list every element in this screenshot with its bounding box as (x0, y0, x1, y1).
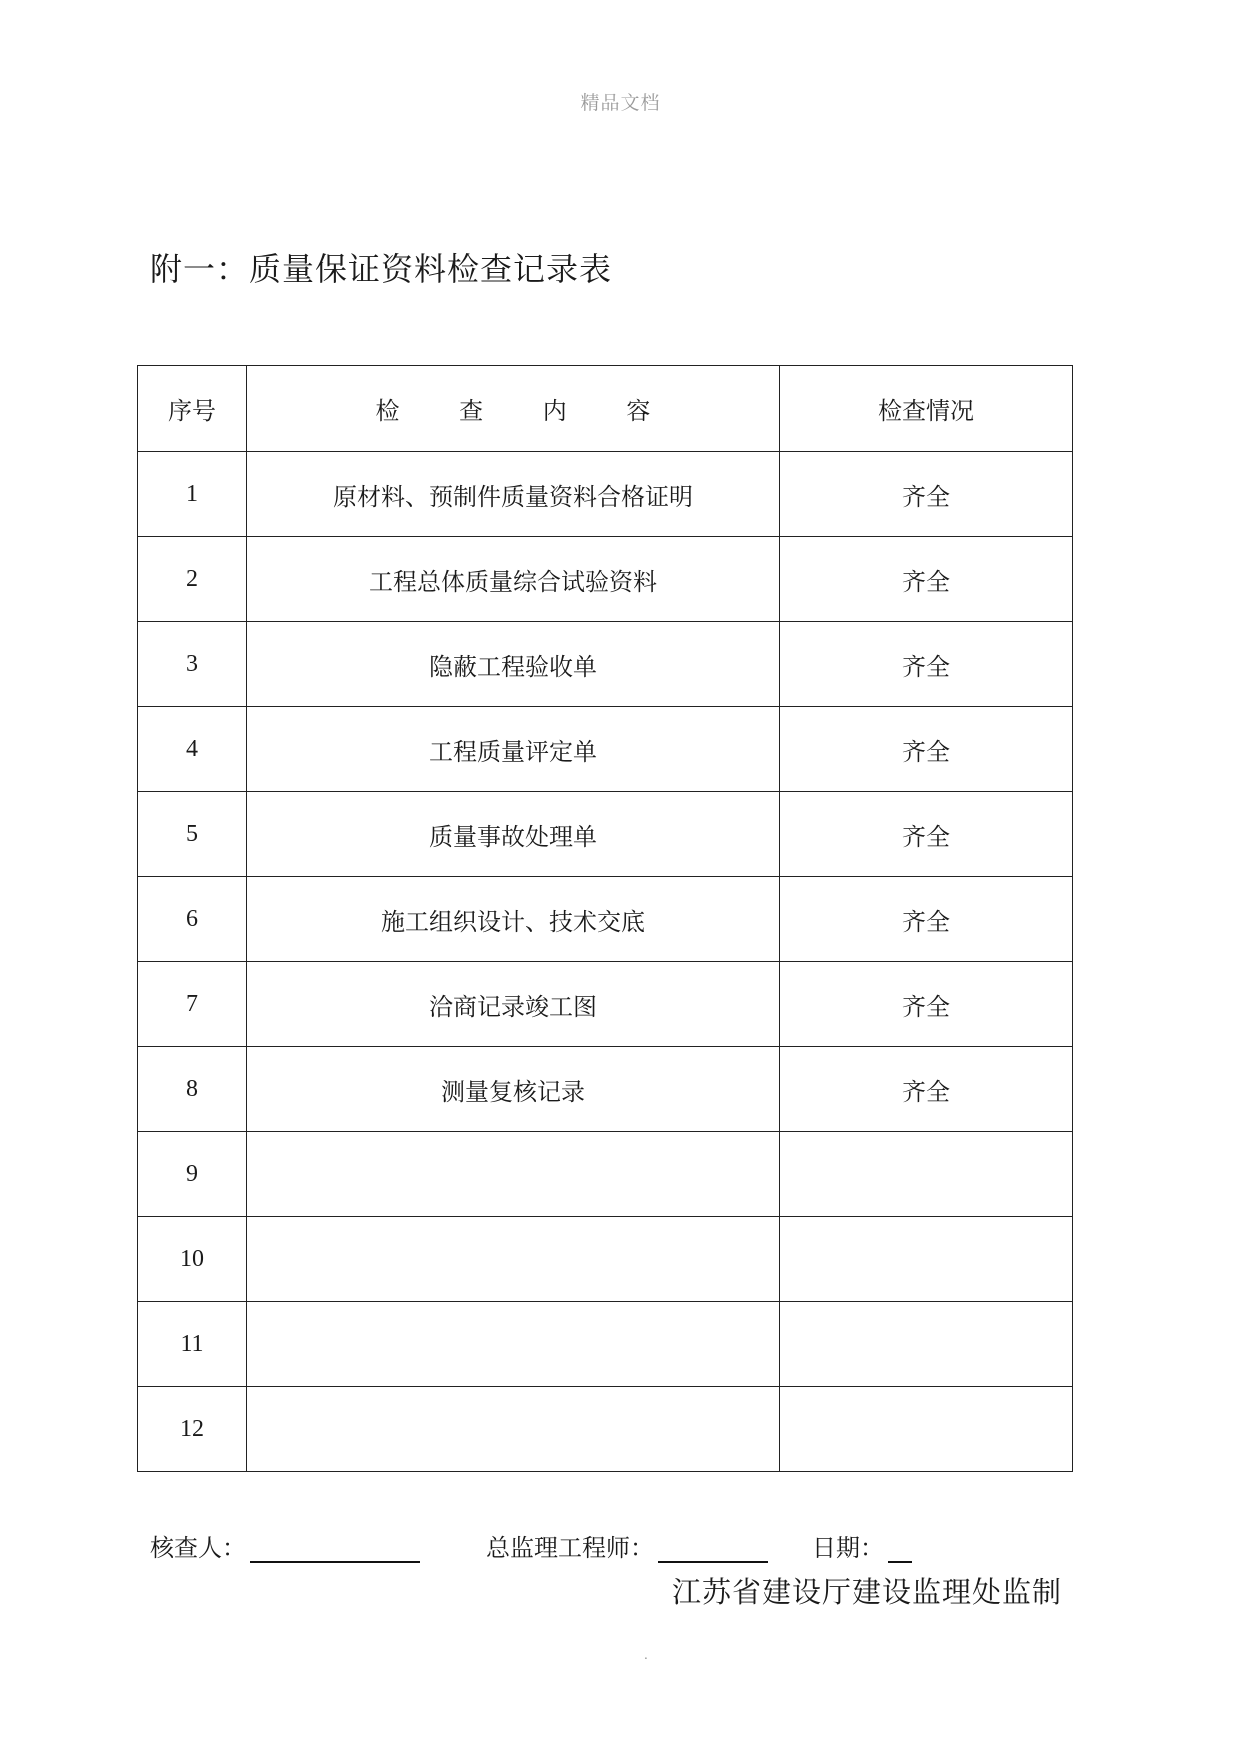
row-status: 齐全 (780, 1047, 1073, 1132)
chief-engineer-label: 总监理工程师： (486, 1534, 654, 1562)
header-no: 序号 (138, 366, 247, 452)
checker-label: 核查人： (150, 1534, 246, 1562)
checker-signature-line[interactable] (250, 1539, 420, 1563)
chief-engineer-signature (486, 1528, 768, 1563)
issuing-organization: 江苏省建设厅建设监理处监制 (672, 1575, 1063, 1609)
row-number: 4 (138, 707, 247, 792)
table-row (138, 877, 1073, 962)
row-status: 齐全 (780, 537, 1073, 622)
table-row (138, 1047, 1073, 1132)
row-content: 洽商记录竣工图 (247, 962, 780, 1047)
row-content: 质量事故处理单 (247, 792, 780, 877)
row-status: 齐全 (780, 877, 1073, 962)
table-row (138, 1132, 1073, 1217)
row-status (780, 1302, 1073, 1387)
table-row (138, 537, 1073, 622)
row-status: 齐全 (780, 962, 1073, 1047)
page-mark: . (644, 1648, 648, 1662)
table-row (138, 707, 1073, 792)
row-content: 工程总体质量综合试验资料 (247, 537, 780, 622)
table-row (138, 792, 1073, 877)
row-content: 工程质量评定单 (247, 707, 780, 792)
watermark: 精品文档 (580, 92, 661, 114)
row-number: 7 (138, 962, 247, 1047)
row-number: 10 (138, 1217, 247, 1302)
row-content (247, 1387, 780, 1472)
row-content: 施工组织设计、技术交底 (247, 877, 780, 962)
page-title: 附一：质量保证资料检查记录表 (150, 250, 613, 288)
row-status: 齐全 (780, 707, 1073, 792)
row-content: 隐蔽工程验收单 (247, 622, 780, 707)
table-row (138, 1217, 1073, 1302)
table-row (138, 622, 1073, 707)
row-number: 6 (138, 877, 247, 962)
table-body (138, 452, 1073, 1472)
row-number: 8 (138, 1047, 247, 1132)
row-number: 11 (138, 1302, 247, 1387)
date-field (812, 1528, 912, 1563)
chief-engineer-signature-line[interactable] (658, 1539, 768, 1563)
date-label: 日期： (812, 1534, 884, 1562)
quality-record-table (137, 365, 1073, 1472)
row-number: 12 (138, 1387, 247, 1472)
row-status: 齐全 (780, 452, 1073, 537)
row-number: 5 (138, 792, 247, 877)
row-number: 3 (138, 622, 247, 707)
row-number: 9 (138, 1132, 247, 1217)
row-number: 2 (138, 537, 247, 622)
row-number: 1 (138, 452, 247, 537)
row-content (247, 1132, 780, 1217)
table-row (138, 452, 1073, 537)
table-header-row (138, 366, 1073, 452)
table-row (138, 962, 1073, 1047)
row-content (247, 1217, 780, 1302)
row-status: 齐全 (780, 622, 1073, 707)
row-status (780, 1217, 1073, 1302)
row-content (247, 1302, 780, 1387)
row-status (780, 1387, 1073, 1472)
checker-signature (150, 1528, 420, 1563)
row-content: 原材料、预制件质量资料合格证明 (247, 452, 780, 537)
header-content: 检 查 内 容 (247, 366, 780, 452)
header-status: 检查情况 (780, 366, 1073, 452)
table-row (138, 1387, 1073, 1472)
table-row (138, 1302, 1073, 1387)
row-content: 测量复核记录 (247, 1047, 780, 1132)
row-status (780, 1132, 1073, 1217)
date-line[interactable] (888, 1539, 912, 1563)
row-status: 齐全 (780, 792, 1073, 877)
